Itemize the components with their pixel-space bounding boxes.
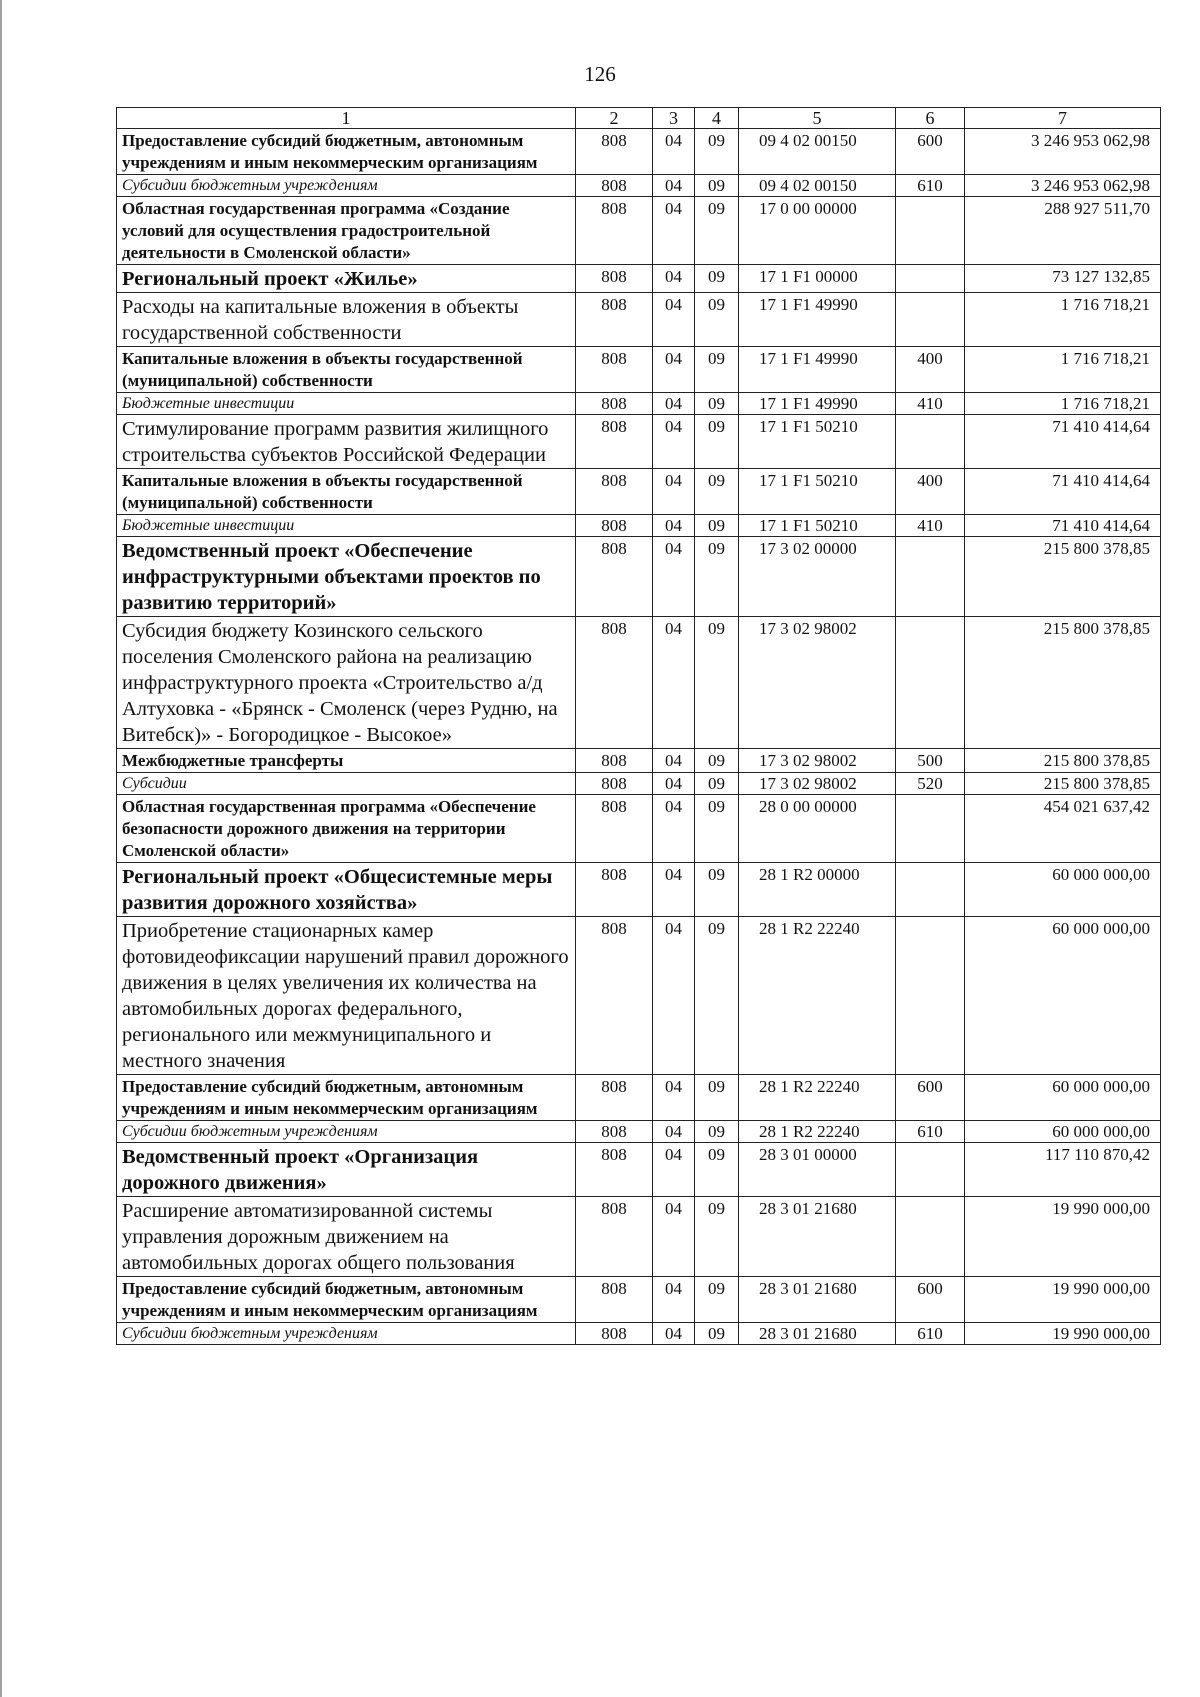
- row-subsection-code: 09: [695, 1143, 739, 1197]
- row-name: Субсидии бюджетным учреждениям: [117, 1121, 576, 1143]
- row-name: Предоставление субсидий бюджетным, автономным учреждениям и иным некоммерческим организациям: [117, 129, 576, 175]
- row-amount: 215 800 378,85: [965, 537, 1161, 617]
- row-ministry-code: 808: [576, 129, 653, 175]
- row-expense-type: [896, 1143, 965, 1197]
- row-name: Областная государственная программа «Создание условий для осуществления градостроительной деятельности в Смоленской области»: [117, 197, 576, 265]
- row-name: Субсидии: [117, 773, 576, 795]
- row-section-code: 04: [653, 773, 695, 795]
- row-expense-type: [896, 917, 965, 1075]
- row-section-code: 04: [653, 347, 695, 393]
- row-section-code: 04: [653, 537, 695, 617]
- table-row: [117, 393, 1161, 415]
- row-ministry-code: 808: [576, 863, 653, 917]
- row-amount: 117 110 870,42: [965, 1143, 1161, 1197]
- row-target-article: 17 1 F1 49990: [739, 393, 896, 415]
- row-target-article: 28 3 01 21680: [739, 1277, 896, 1323]
- row-target-article: 17 3 02 98002: [739, 749, 896, 773]
- row-expense-type: 610: [896, 1323, 965, 1345]
- table-row: [117, 795, 1161, 863]
- row-target-article: 17 3 02 00000: [739, 537, 896, 617]
- row-amount: 1 716 718,21: [965, 347, 1161, 393]
- row-target-article: 28 1 R2 22240: [739, 917, 896, 1075]
- row-subsection-code: 09: [695, 197, 739, 265]
- row-amount: 19 990 000,00: [965, 1323, 1161, 1345]
- row-target-article: 28 1 R2 22240: [739, 1075, 896, 1121]
- table-row: [117, 1197, 1161, 1277]
- row-name: Приобретение стационарных камер фотовидеофиксации нарушений правил дорожного движения в целях увеличения их количества на автомобильных дорогах федерального, регионального или межмуниципального и местного значения: [117, 917, 576, 1075]
- row-ministry-code: 808: [576, 1277, 653, 1323]
- table-row: [117, 537, 1161, 617]
- row-ministry-code: 808: [576, 347, 653, 393]
- row-section-code: 04: [653, 129, 695, 175]
- table-row: [117, 773, 1161, 795]
- row-expense-type: [896, 415, 965, 469]
- row-subsection-code: 09: [695, 537, 739, 617]
- row-subsection-code: 09: [695, 129, 739, 175]
- row-expense-type: [896, 795, 965, 863]
- row-amount: 288 927 511,70: [965, 197, 1161, 265]
- row-subsection-code: 09: [695, 617, 739, 749]
- row-section-code: 04: [653, 175, 695, 197]
- row-target-article: 28 1 R2 00000: [739, 863, 896, 917]
- row-ministry-code: 808: [576, 749, 653, 773]
- table-row: [117, 415, 1161, 469]
- row-expense-type: 410: [896, 393, 965, 415]
- row-amount: 73 127 132,85: [965, 265, 1161, 293]
- row-amount: 3 246 953 062,98: [965, 175, 1161, 197]
- table-row: [117, 197, 1161, 265]
- row-ministry-code: 808: [576, 1323, 653, 1345]
- row-amount: 3 246 953 062,98: [965, 129, 1161, 175]
- row-target-article: 09 4 02 00150: [739, 129, 896, 175]
- row-amount: 60 000 000,00: [965, 1075, 1161, 1121]
- row-amount: 215 800 378,85: [965, 749, 1161, 773]
- row-ministry-code: 808: [576, 175, 653, 197]
- row-section-code: 04: [653, 469, 695, 515]
- row-ministry-code: 808: [576, 393, 653, 415]
- row-name: Областная государственная программа «Обеспечение безопасности дорожного движения на территории Смоленской области»: [117, 795, 576, 863]
- row-section-code: 04: [653, 415, 695, 469]
- row-target-article: 28 3 01 00000: [739, 1143, 896, 1197]
- row-ministry-code: 808: [576, 773, 653, 795]
- row-subsection-code: 09: [695, 265, 739, 293]
- row-subsection-code: 09: [695, 347, 739, 393]
- row-name: Региональный проект «Жилье»: [117, 265, 576, 293]
- row-amount: 19 990 000,00: [965, 1197, 1161, 1277]
- row-section-code: 04: [653, 265, 695, 293]
- row-name: Субсидии бюджетным учреждениям: [117, 1323, 576, 1345]
- header-col-1: 1: [117, 108, 576, 129]
- row-name: Региональный проект «Общесистемные меры развития дорожного хозяйства»: [117, 863, 576, 917]
- row-section-code: 04: [653, 617, 695, 749]
- row-ministry-code: 808: [576, 1121, 653, 1143]
- budget-table: [116, 107, 1161, 1345]
- row-subsection-code: 09: [695, 393, 739, 415]
- row-expense-type: [896, 863, 965, 917]
- row-section-code: 04: [653, 1143, 695, 1197]
- row-ministry-code: 808: [576, 293, 653, 347]
- row-ministry-code: 808: [576, 537, 653, 617]
- row-amount: 454 021 637,42: [965, 795, 1161, 863]
- row-subsection-code: 09: [695, 1075, 739, 1121]
- row-subsection-code: 09: [695, 917, 739, 1075]
- row-section-code: 04: [653, 1197, 695, 1277]
- row-section-code: 04: [653, 1121, 695, 1143]
- row-ministry-code: 808: [576, 197, 653, 265]
- table-row: [117, 917, 1161, 1075]
- row-section-code: 04: [653, 197, 695, 265]
- row-ministry-code: 808: [576, 415, 653, 469]
- row-name: Субсидии бюджетным учреждениям: [117, 175, 576, 197]
- row-section-code: 04: [653, 917, 695, 1075]
- table-row: [117, 265, 1161, 293]
- row-amount: 19 990 000,00: [965, 1277, 1161, 1323]
- table-row: [117, 175, 1161, 197]
- row-target-article: 17 1 F1 00000: [739, 265, 896, 293]
- row-section-code: 04: [653, 1277, 695, 1323]
- table-row: [117, 469, 1161, 515]
- row-name: Стимулирование программ развития жилищного строительства субъектов Российской Федерации: [117, 415, 576, 469]
- table-row: [117, 1075, 1161, 1121]
- table-row: [117, 749, 1161, 773]
- row-target-article: 28 3 01 21680: [739, 1197, 896, 1277]
- table-row: [117, 1121, 1161, 1143]
- row-expense-type: [896, 265, 965, 293]
- row-expense-type: [896, 293, 965, 347]
- row-expense-type: [896, 537, 965, 617]
- row-subsection-code: 09: [695, 1277, 739, 1323]
- row-target-article: 17 1 F1 49990: [739, 293, 896, 347]
- row-expense-type: 600: [896, 129, 965, 175]
- row-name: Ведомственный проект «Обеспечение инфраструктурными объектами проектов по развитию территорий»: [117, 537, 576, 617]
- table-row: [117, 1277, 1161, 1323]
- row-ministry-code: 808: [576, 617, 653, 749]
- row-ministry-code: 808: [576, 1143, 653, 1197]
- row-ministry-code: 808: [576, 917, 653, 1075]
- row-name: Межбюджетные трансферты: [117, 749, 576, 773]
- header-col-7: 7: [965, 108, 1161, 129]
- row-expense-type: 610: [896, 175, 965, 197]
- row-amount: 71 410 414,64: [965, 515, 1161, 537]
- row-amount: 71 410 414,64: [965, 469, 1161, 515]
- row-name: Предоставление субсидий бюджетным, автономным учреждениям и иным некоммерческим организациям: [117, 1075, 576, 1121]
- row-amount: 1 716 718,21: [965, 293, 1161, 347]
- row-name: Капитальные вложения в объекты государственной (муниципальной) собственности: [117, 347, 576, 393]
- row-target-article: 17 1 F1 50210: [739, 415, 896, 469]
- row-name: Бюджетные инвестиции: [117, 393, 576, 415]
- table-row: [117, 617, 1161, 749]
- row-name: Расширение автоматизированной системы управления дорожным движением на автомобильных дорогах общего пользования: [117, 1197, 576, 1277]
- row-expense-type: [896, 197, 965, 265]
- row-amount: 60 000 000,00: [965, 1121, 1161, 1143]
- row-subsection-code: 09: [695, 749, 739, 773]
- row-amount: 1 716 718,21: [965, 393, 1161, 415]
- table-row: [117, 1143, 1161, 1197]
- row-name: Капитальные вложения в объекты государственной (муниципальной) собственности: [117, 469, 576, 515]
- row-target-article: 17 1 F1 50210: [739, 469, 896, 515]
- row-subsection-code: 09: [695, 795, 739, 863]
- row-subsection-code: 09: [695, 415, 739, 469]
- header-col-3: 3: [653, 108, 695, 129]
- row-name: Расходы на капитальные вложения в объекты государственной собственности: [117, 293, 576, 347]
- row-ministry-code: 808: [576, 469, 653, 515]
- row-section-code: 04: [653, 863, 695, 917]
- row-expense-type: 610: [896, 1121, 965, 1143]
- row-section-code: 04: [653, 795, 695, 863]
- row-name: Предоставление субсидий бюджетным, автономным учреждениям и иным некоммерческим организациям: [117, 1277, 576, 1323]
- row-expense-type: 500: [896, 749, 965, 773]
- row-expense-type: 600: [896, 1075, 965, 1121]
- row-expense-type: 520: [896, 773, 965, 795]
- row-target-article: 09 4 02 00150: [739, 175, 896, 197]
- header-col-4: 4: [695, 108, 739, 129]
- header-col-5: 5: [739, 108, 896, 129]
- row-ministry-code: 808: [576, 265, 653, 293]
- row-subsection-code: 09: [695, 1323, 739, 1345]
- row-target-article: 17 1 F1 49990: [739, 347, 896, 393]
- scan-edge-line: [0, 0, 2, 1697]
- row-section-code: 04: [653, 393, 695, 415]
- row-subsection-code: 09: [695, 175, 739, 197]
- row-target-article: 28 1 R2 22240: [739, 1121, 896, 1143]
- row-target-article: 17 3 02 98002: [739, 773, 896, 795]
- row-ministry-code: 808: [576, 795, 653, 863]
- row-amount: 60 000 000,00: [965, 917, 1161, 1075]
- table-body: [117, 108, 1161, 1345]
- row-subsection-code: 09: [695, 1197, 739, 1277]
- table-row: [117, 347, 1161, 393]
- row-section-code: 04: [653, 749, 695, 773]
- row-subsection-code: 09: [695, 773, 739, 795]
- row-subsection-code: 09: [695, 1121, 739, 1143]
- row-target-article: 28 3 01 21680: [739, 1323, 896, 1345]
- row-ministry-code: 808: [576, 1075, 653, 1121]
- row-subsection-code: 09: [695, 515, 739, 537]
- row-expense-type: 400: [896, 469, 965, 515]
- row-ministry-code: 808: [576, 1197, 653, 1277]
- row-target-article: 17 1 F1 50210: [739, 515, 896, 537]
- table-row: [117, 1323, 1161, 1345]
- table-header-row: [117, 108, 1161, 129]
- row-name: Бюджетные инвестиции: [117, 515, 576, 537]
- row-name: Субсидия бюджету Козинского сельского поселения Смоленского района на реализацию инфраструктурного проекта «Строительство а/д Алтуховка - «Брянск - Смоленск (через Рудню, на Витебск)» - Богородицкое - Высокое»: [117, 617, 576, 749]
- row-section-code: 04: [653, 1323, 695, 1345]
- row-subsection-code: 09: [695, 863, 739, 917]
- row-ministry-code: 808: [576, 515, 653, 537]
- row-expense-type: [896, 1197, 965, 1277]
- row-amount: 215 800 378,85: [965, 773, 1161, 795]
- row-target-article: 17 0 00 00000: [739, 197, 896, 265]
- table-row: [117, 515, 1161, 537]
- row-amount: 60 000 000,00: [965, 863, 1161, 917]
- header-col-2: 2: [576, 108, 653, 129]
- row-amount: 215 800 378,85: [965, 617, 1161, 749]
- row-section-code: 04: [653, 293, 695, 347]
- row-expense-type: 410: [896, 515, 965, 537]
- row-expense-type: [896, 617, 965, 749]
- row-expense-type: 400: [896, 347, 965, 393]
- table-row: [117, 129, 1161, 175]
- row-target-article: 17 3 02 98002: [739, 617, 896, 749]
- row-subsection-code: 09: [695, 469, 739, 515]
- row-amount: 71 410 414,64: [965, 415, 1161, 469]
- row-section-code: 04: [653, 515, 695, 537]
- header-col-6: 6: [896, 108, 965, 129]
- row-name: Ведомственный проект «Организация дорожного движения»: [117, 1143, 576, 1197]
- row-subsection-code: 09: [695, 293, 739, 347]
- table-row: [117, 293, 1161, 347]
- row-expense-type: 600: [896, 1277, 965, 1323]
- page-number: 126: [584, 62, 616, 86]
- table-row: [117, 863, 1161, 917]
- row-section-code: 04: [653, 1075, 695, 1121]
- row-target-article: 28 0 00 00000: [739, 795, 896, 863]
